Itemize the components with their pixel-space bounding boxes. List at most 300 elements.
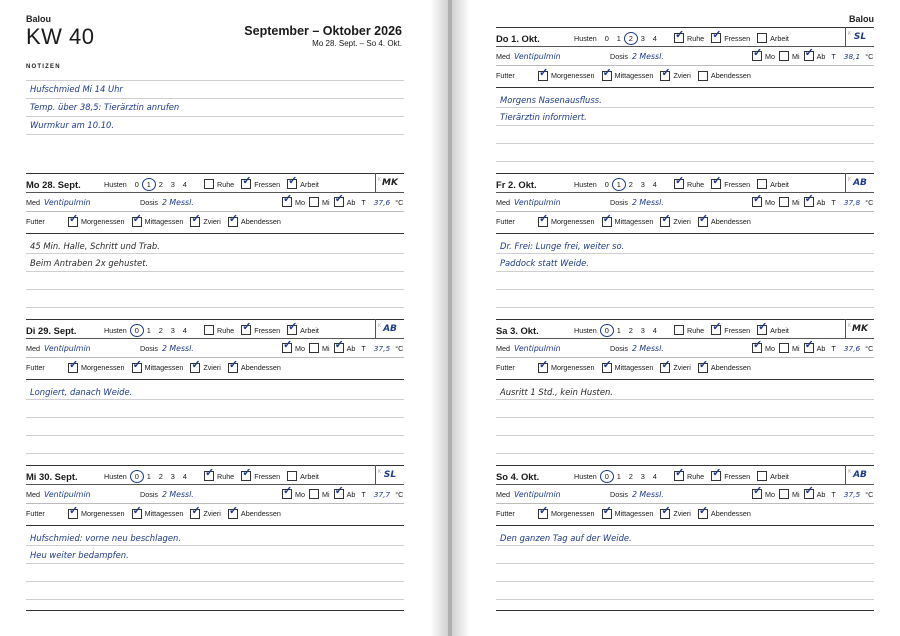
right-page: [452, 0, 900, 636]
mittagessen-checkbox[interactable]: [132, 509, 142, 519]
cough-level-4[interactable]: 4: [182, 325, 187, 335]
fressen-option[interactable]: [711, 179, 750, 189]
morgenessen-option[interactable]: [538, 71, 595, 81]
abendessen-label: Abendessen: [710, 363, 751, 372]
row-divider: [26, 319, 404, 320]
morgenessen-checkbox[interactable]: [68, 509, 78, 519]
dose-mi-checkbox[interactable]: [779, 51, 789, 61]
zvieri-checkbox[interactable]: [190, 509, 200, 519]
dose-mo-option[interactable]: [752, 51, 775, 61]
initials-prefix: K: [378, 469, 382, 475]
arbeit-checkbox[interactable]: [287, 471, 297, 481]
cough-level-2[interactable]: 2: [625, 34, 637, 43]
ruhe-option[interactable]: [674, 471, 704, 481]
mittagessen-option[interactable]: [132, 217, 184, 227]
med-value[interactable]: Ventipulmin: [43, 197, 91, 207]
cough-level-3[interactable]: 3: [640, 33, 645, 43]
dose-mi-checkbox[interactable]: [309, 343, 319, 353]
cough-level-3[interactable]: 3: [170, 179, 175, 189]
dose-mi-option[interactable]: [779, 343, 800, 353]
morgenessen-option[interactable]: [538, 509, 595, 519]
dose-mo-checkbox[interactable]: [282, 197, 292, 207]
feeding-options: [68, 359, 288, 376]
dose-ab-option[interactable]: [804, 51, 826, 61]
fressen-checkbox[interactable]: [241, 325, 251, 335]
med-field: [496, 340, 561, 356]
dose-mo-checkbox[interactable]: [752, 197, 762, 207]
note-line: [26, 307, 404, 308]
cough-level-1[interactable]: 1: [613, 180, 625, 189]
fressen-label: Fressen: [254, 179, 281, 189]
initials-prefix: K: [848, 469, 852, 475]
dose-mo-checkbox[interactable]: [752, 343, 762, 353]
arbeit-checkbox[interactable]: [287, 325, 297, 335]
arbeit-checkbox[interactable]: [757, 179, 767, 189]
initials-box[interactable]: [845, 319, 874, 338]
arbeit-checkbox[interactable]: [757, 471, 767, 481]
fressen-checkbox[interactable]: [711, 33, 721, 43]
note-line: [496, 417, 874, 418]
ruhe-option[interactable]: [674, 179, 704, 189]
abendessen-option[interactable]: [228, 363, 281, 373]
arbeit-checkbox[interactable]: [287, 179, 297, 189]
dose-field: [140, 194, 194, 210]
dose-value[interactable]: 2 Messl.: [631, 489, 664, 499]
cough-level-2[interactable]: 2: [628, 325, 633, 335]
fressen-label: Fressen: [254, 325, 281, 335]
dose-label: Dosis: [610, 489, 628, 499]
zvieri-checkbox[interactable]: [190, 363, 200, 373]
feeding-options: [538, 505, 758, 522]
dose-mi-option[interactable]: [309, 343, 330, 353]
fressen-label: Fressen: [254, 471, 281, 481]
abendessen-option[interactable]: [698, 363, 751, 373]
cough-level-2[interactable]: 2: [628, 179, 633, 189]
fressen-label: Fressen: [724, 325, 751, 335]
dose-mi-option[interactable]: [779, 51, 800, 61]
dose-mi-checkbox[interactable]: [779, 343, 789, 353]
cough-level-0[interactable]: 0: [134, 179, 139, 189]
dose-field: [610, 194, 664, 210]
dose-ab-option[interactable]: [334, 197, 356, 207]
ruhe-checkbox[interactable]: [204, 471, 214, 481]
med-value[interactable]: Ventipulmin: [43, 489, 91, 499]
dose-value[interactable]: 2 Messl.: [161, 343, 194, 353]
dose-ab-checkbox[interactable]: [334, 343, 344, 353]
dose-label: Dosis: [140, 489, 158, 499]
temperature-value[interactable]: 38,1: [843, 51, 861, 61]
temperature-value[interactable]: 37,6: [373, 197, 391, 207]
dose-mo-label: Mo: [295, 197, 305, 207]
cough-level-0[interactable]: 0: [601, 472, 613, 481]
initials-box[interactable]: [845, 465, 874, 484]
dose-ab-checkbox[interactable]: [334, 197, 344, 207]
zvieri-checkbox[interactable]: [660, 217, 670, 227]
dose-value[interactable]: 2 Messl.: [161, 197, 194, 207]
dose-ab-option[interactable]: [804, 197, 826, 207]
ruhe-checkbox[interactable]: [204, 325, 214, 335]
mittagessen-option[interactable]: [602, 363, 654, 373]
fressen-option[interactable]: [711, 471, 750, 481]
fressen-checkbox[interactable]: [241, 179, 251, 189]
ruhe-option[interactable]: [204, 179, 234, 189]
dose-mi-option[interactable]: [779, 197, 800, 207]
row-divider: [26, 503, 404, 504]
mittagessen-option[interactable]: [602, 217, 654, 227]
arbeit-checkbox[interactable]: [757, 33, 767, 43]
med-label: Med: [496, 197, 510, 207]
dose-ab-checkbox[interactable]: [804, 343, 814, 353]
zvieri-label: Zvieri: [203, 217, 221, 226]
temperature-value[interactable]: 37,7: [373, 489, 391, 499]
cough-level-4[interactable]: 4: [182, 471, 187, 481]
mittagessen-checkbox[interactable]: [602, 217, 612, 227]
cough-level-4[interactable]: 4: [652, 179, 657, 189]
morgenessen-option[interactable]: [538, 217, 595, 227]
note-line: [26, 271, 404, 272]
note-line: [496, 307, 874, 308]
dose-mi-checkbox[interactable]: [779, 489, 789, 499]
row-divider: [496, 319, 874, 320]
cough-level-4[interactable]: 4: [182, 179, 187, 189]
mittagessen-option[interactable]: [602, 71, 654, 81]
abendessen-checkbox[interactable]: [698, 509, 708, 519]
cough-level-0[interactable]: 0: [604, 179, 609, 189]
feeding-row: [496, 359, 874, 376]
abendessen-option[interactable]: [228, 509, 281, 519]
zvieri-option[interactable]: [660, 217, 691, 227]
dose-mo-option[interactable]: [282, 489, 305, 499]
fressen-option[interactable]: [241, 325, 280, 335]
medication-row: [496, 340, 874, 356]
day-note[interactable]: Beim Antraben 2x gehustet.: [30, 258, 149, 268]
ruhe-option[interactable]: [204, 471, 234, 481]
zvieri-option[interactable]: [660, 363, 691, 373]
cough-level-2[interactable]: 2: [158, 471, 163, 481]
temperature-value[interactable]: 37,5: [843, 489, 861, 499]
cough-level-3[interactable]: 3: [640, 471, 645, 481]
day-note[interactable]: Hufschmied: vorne neu beschlagen.: [30, 533, 181, 543]
cough-level-0[interactable]: 0: [604, 33, 609, 43]
abendessen-option[interactable]: [698, 217, 751, 227]
cough-label: Husten: [574, 325, 597, 335]
dose-label: Dosis: [610, 197, 628, 207]
temp-label: T: [831, 489, 836, 499]
abendessen-label: Abendessen: [240, 363, 281, 372]
abendessen-label: Abendessen: [240, 217, 281, 226]
day-note[interactable]: 45 Min. Halle, Schritt und Trab.: [30, 241, 160, 251]
pet-name-right: Balou: [848, 14, 874, 24]
arbeit-label: Arbeit: [770, 33, 789, 43]
fressen-option[interactable]: [241, 179, 280, 189]
cough-level-0[interactable]: 0: [131, 472, 143, 481]
dose-mi-checkbox[interactable]: [309, 489, 319, 499]
arbeit-option[interactable]: [287, 471, 319, 481]
initials-box[interactable]: [845, 27, 874, 46]
ruhe-checkbox[interactable]: [674, 33, 684, 43]
note-line: [26, 134, 404, 135]
morgenessen-option[interactable]: [538, 363, 595, 373]
temp-label: T: [361, 489, 366, 499]
initials-box[interactable]: [845, 173, 874, 192]
initials-box[interactable]: [375, 173, 404, 192]
left-page: [0, 0, 448, 636]
morgenessen-checkbox[interactable]: [538, 363, 548, 373]
dose-mi-option[interactable]: [309, 489, 330, 499]
day-name: Mi 30. Sept.: [26, 470, 78, 482]
abendessen-checkbox[interactable]: [228, 509, 238, 519]
initials-box[interactable]: [375, 319, 404, 338]
morgenessen-checkbox[interactable]: [538, 71, 548, 81]
mittagessen-label: Mittagessen: [144, 509, 184, 518]
ruhe-checkbox[interactable]: [204, 179, 214, 189]
dose-mo-option[interactable]: [282, 343, 305, 353]
zvieri-option[interactable]: [190, 509, 221, 519]
ruhe-checkbox[interactable]: [674, 179, 684, 189]
zvieri-option[interactable]: [660, 509, 691, 519]
morgenessen-label: Morgenessen: [551, 217, 595, 226]
ruhe-checkbox[interactable]: [674, 471, 684, 481]
arbeit-option[interactable]: [757, 33, 789, 43]
cough-level-3[interactable]: 3: [640, 325, 645, 335]
temperature-value[interactable]: 37,6: [843, 343, 861, 353]
fressen-option[interactable]: [711, 325, 750, 335]
dose-mo-option[interactable]: [752, 489, 775, 499]
dose-ab-checkbox[interactable]: [804, 489, 814, 499]
zvieri-checkbox[interactable]: [190, 217, 200, 227]
dose-mo-option[interactable]: [282, 197, 305, 207]
week-note[interactable]: Temp. über 38,5: Tierärztin anrufen: [30, 102, 180, 112]
fressen-checkbox[interactable]: [711, 179, 721, 189]
med-value[interactable]: Ventipulmin: [513, 489, 561, 499]
dose-mi-checkbox[interactable]: [309, 197, 319, 207]
abendessen-option[interactable]: [698, 509, 751, 519]
morgenessen-option[interactable]: [68, 217, 125, 227]
mittagessen-checkbox[interactable]: [132, 363, 142, 373]
initials-value: AB: [383, 323, 397, 334]
abendessen-checkbox[interactable]: [228, 217, 238, 227]
cough-level-0[interactable]: 0: [131, 326, 143, 335]
med-field: [496, 194, 561, 210]
med-value[interactable]: Ventipulmin: [513, 51, 561, 61]
arbeit-option[interactable]: [287, 325, 319, 335]
fressen-checkbox[interactable]: [711, 471, 721, 481]
initials-value: SL: [853, 31, 867, 42]
zvieri-label: Zvieri: [673, 217, 691, 226]
arbeit-option[interactable]: [757, 471, 789, 481]
morgenessen-checkbox[interactable]: [68, 363, 78, 373]
dose-mi-option[interactable]: [779, 489, 800, 499]
temp-unit: °C: [865, 489, 874, 499]
zvieri-checkbox[interactable]: [660, 363, 670, 373]
arbeit-label: Arbeit: [770, 471, 789, 481]
zvieri-option[interactable]: [660, 71, 691, 81]
cough-level-4[interactable]: 4: [652, 471, 657, 481]
arbeit-label: Arbeit: [770, 179, 789, 189]
mittagessen-checkbox[interactable]: [602, 509, 612, 519]
dose-field: [610, 486, 664, 502]
abendessen-option[interactable]: [228, 217, 281, 227]
morgenessen-checkbox[interactable]: [538, 217, 548, 227]
day-note[interactable]: Tierärztin informiert.: [500, 112, 587, 122]
cough-level-4[interactable]: 4: [652, 325, 657, 335]
day-header-row: [26, 468, 404, 484]
zvieri-label: Zvieri: [673, 71, 691, 80]
dose-mo-checkbox[interactable]: [752, 489, 762, 499]
morgenessen-checkbox[interactable]: [538, 509, 548, 519]
dose-ab-option[interactable]: [334, 489, 356, 499]
ruhe-checkbox[interactable]: [674, 325, 684, 335]
row-divider: [26, 379, 404, 380]
abendessen-checkbox[interactable]: [698, 363, 708, 373]
dose-value[interactable]: 2 Messl.: [631, 51, 664, 61]
row-divider: [26, 357, 404, 358]
dose-ab-checkbox[interactable]: [804, 51, 814, 61]
day-note[interactable]: Paddock statt Weide.: [500, 258, 589, 268]
day-note[interactable]: Heu weiter bedampfen.: [30, 550, 129, 560]
futter-label: Futter: [496, 509, 515, 518]
med-value[interactable]: Ventipulmin: [513, 343, 561, 353]
cough-level-4[interactable]: 4: [652, 33, 657, 43]
day-note[interactable]: Ausritt 1 Std., kein Husten.: [500, 387, 613, 397]
temperature-value[interactable]: 37,5: [373, 343, 391, 353]
zvieri-label: Zvieri: [673, 509, 691, 518]
dose-mo-checkbox[interactable]: [282, 343, 292, 353]
status-flags: [674, 30, 796, 46]
fressen-option[interactable]: [241, 471, 280, 481]
day-name: Sa 3. Okt.: [496, 324, 539, 336]
zvieri-checkbox[interactable]: [660, 509, 670, 519]
abendessen-checkbox[interactable]: [228, 363, 238, 373]
day-note[interactable]: Morgens Nasenausfluss.: [500, 95, 602, 105]
med-value[interactable]: Ventipulmin: [513, 197, 561, 207]
abendessen-checkbox[interactable]: [698, 217, 708, 227]
dose-mi-option[interactable]: [309, 197, 330, 207]
initials-prefix: K: [378, 323, 382, 329]
temp-unit: °C: [395, 489, 404, 499]
dose-value[interactable]: 2 Messl.: [631, 197, 664, 207]
week-note[interactable]: Hufschmied Mi 14 Uhr: [30, 84, 123, 94]
fressen-checkbox[interactable]: [241, 471, 251, 481]
med-field: [496, 486, 561, 502]
fressen-option[interactable]: [711, 33, 750, 43]
date-range: Mo 28. Sept. – So 4. Okt.: [312, 39, 402, 48]
dose-value[interactable]: 2 Messl.: [631, 343, 664, 353]
med-label: Med: [26, 489, 40, 499]
med-value[interactable]: Ventipulmin: [43, 343, 91, 353]
day-header-row: [496, 468, 874, 484]
cough-level-2[interactable]: 2: [628, 471, 633, 481]
morgenessen-option[interactable]: [68, 509, 125, 519]
zvieri-option[interactable]: [190, 217, 221, 227]
morgenessen-checkbox[interactable]: [68, 217, 78, 227]
abendessen-option[interactable]: [698, 71, 751, 81]
row-divider: [26, 465, 404, 466]
zvieri-option[interactable]: [190, 363, 221, 373]
fressen-checkbox[interactable]: [711, 325, 721, 335]
dose-ab-checkbox[interactable]: [804, 197, 814, 207]
cough-level-3[interactable]: 3: [640, 179, 645, 189]
day-note[interactable]: Dr. Frei: Lunge frei, weiter so.: [500, 241, 625, 251]
temp-unit: °C: [395, 197, 404, 207]
ruhe-option[interactable]: [204, 325, 234, 335]
feeding-row: [26, 213, 404, 230]
mittagessen-option[interactable]: [132, 509, 184, 519]
cough-level-2[interactable]: 2: [158, 179, 163, 189]
zvieri-checkbox[interactable]: [660, 71, 670, 81]
futter-label: Futter: [496, 363, 515, 372]
dose-ab-option[interactable]: [804, 343, 826, 353]
cough-level-3[interactable]: 3: [170, 325, 175, 335]
med-field: [26, 340, 91, 356]
futter-label: Futter: [26, 509, 45, 518]
temp-label: T: [361, 343, 366, 353]
dose-mo-checkbox[interactable]: [282, 489, 292, 499]
ruhe-option[interactable]: [674, 33, 704, 43]
cough-level-1[interactable]: 1: [146, 471, 151, 481]
temp-label: T: [831, 197, 836, 207]
notes-label: NOTIZEN: [26, 64, 61, 70]
cough-level-0[interactable]: 0: [601, 326, 613, 335]
row-divider: [496, 192, 874, 193]
initials-box[interactable]: [375, 465, 404, 484]
dose-mi-label: Mi: [322, 343, 330, 353]
cough-level-3[interactable]: 3: [170, 471, 175, 481]
ruhe-label: Ruhe: [217, 325, 235, 335]
dose-mi-label: Mi: [322, 197, 330, 207]
day-note[interactable]: Longiert, danach Weide.: [30, 387, 133, 397]
note-line: [496, 435, 874, 436]
note-line: [496, 125, 874, 126]
cough-level-1[interactable]: 1: [616, 471, 621, 481]
row-divider: [496, 357, 874, 358]
mittagessen-option[interactable]: [602, 509, 654, 519]
arbeit-checkbox[interactable]: [757, 325, 767, 335]
dose-ab-option[interactable]: [804, 489, 826, 499]
mittagessen-checkbox[interactable]: [132, 217, 142, 227]
dose-mo-checkbox[interactable]: [752, 51, 762, 61]
dose-value[interactable]: 2 Messl.: [161, 489, 194, 499]
arbeit-option[interactable]: [287, 179, 319, 189]
row-divider: [496, 173, 874, 174]
arbeit-option[interactable]: [757, 179, 789, 189]
note-line: [26, 98, 404, 99]
abendessen-checkbox[interactable]: [698, 71, 708, 81]
cough-level-2[interactable]: 2: [158, 325, 163, 335]
day-entry: [26, 319, 404, 380]
ruhe-option[interactable]: [674, 325, 704, 335]
cough-level-1[interactable]: 1: [143, 180, 155, 189]
week-note[interactable]: Wurmkur am 10.10.: [30, 120, 115, 130]
cough-level-1[interactable]: 1: [146, 325, 151, 335]
cough-level-1[interactable]: 1: [616, 325, 621, 335]
mittagessen-option[interactable]: [132, 363, 184, 373]
dose-times: [752, 486, 873, 502]
mittagessen-checkbox[interactable]: [602, 363, 612, 373]
dose-mi-checkbox[interactable]: [779, 197, 789, 207]
dose-mo-option[interactable]: [752, 343, 775, 353]
dose-mo-option[interactable]: [752, 197, 775, 207]
day-note[interactable]: Den ganzen Tag auf der Weide.: [500, 533, 632, 543]
dose-ab-checkbox[interactable]: [334, 489, 344, 499]
mittagessen-checkbox[interactable]: [602, 71, 612, 81]
row-divider: [496, 465, 874, 466]
cough-level-1[interactable]: 1: [616, 33, 621, 43]
temperature-value[interactable]: 37,8: [843, 197, 861, 207]
arbeit-option[interactable]: [757, 325, 789, 335]
dose-ab-option[interactable]: [334, 343, 356, 353]
morgenessen-option[interactable]: [68, 363, 125, 373]
